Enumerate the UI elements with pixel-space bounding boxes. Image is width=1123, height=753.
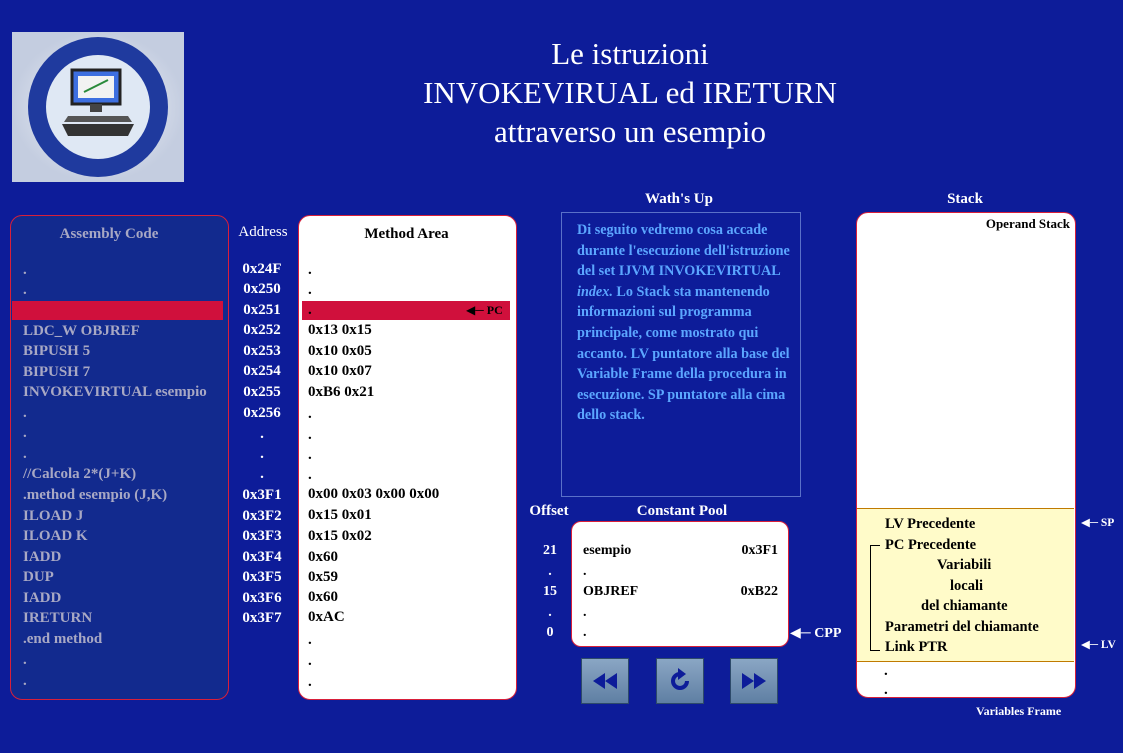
asm-line: ILOAD K bbox=[23, 528, 88, 544]
left-arrow-icon: ◀─ bbox=[466, 303, 484, 317]
address-value: . bbox=[260, 446, 264, 462]
method-byte-row: . bbox=[308, 427, 312, 443]
asm-line: DUP bbox=[23, 569, 54, 585]
asm-line: . bbox=[23, 262, 27, 278]
address-value: 0x3F4 bbox=[242, 549, 282, 565]
whats-up-text bbox=[577, 220, 793, 426]
whats-up-text-part-2: Lo Stack sta mantenendo informazioni sul programma principale, come mostrato qui accanto. LV puntatore alla base del Variable Frame della procedura in esecuzione. SP puntatore alla cima dello stack. bbox=[577, 283, 790, 424]
whats-up-heading: Wath's Up bbox=[645, 191, 713, 207]
address-value: . bbox=[260, 466, 264, 482]
variables-frame-label: Variables Frame bbox=[976, 704, 1062, 718]
asm-line: IADD bbox=[23, 549, 62, 565]
asm-line: . bbox=[23, 303, 27, 319]
method-byte-row: 0x60 bbox=[308, 549, 338, 565]
rewind-button[interactable] bbox=[581, 658, 629, 704]
constant-name: . bbox=[583, 625, 587, 640]
asm-line: ILOAD J bbox=[23, 508, 84, 524]
frame-entry: Parametri del chiamante bbox=[885, 619, 1039, 635]
method-byte-row: . bbox=[308, 262, 312, 278]
constant-name: . bbox=[583, 564, 587, 579]
method-byte-row: . bbox=[308, 674, 312, 690]
frame-entry: Link PTR bbox=[885, 639, 948, 655]
method-byte-row: 0x15 0x02 bbox=[308, 528, 372, 544]
method-area-heading: Method Area bbox=[364, 226, 449, 242]
cpp-label: CPP bbox=[814, 626, 842, 641]
address-value: 0x3F3 bbox=[242, 528, 282, 544]
left-arrow-icon: ◀─ bbox=[1081, 639, 1098, 651]
asm-line: BIPUSH 5 bbox=[23, 343, 91, 359]
asm-line: . bbox=[23, 673, 27, 689]
method-byte-row: . bbox=[308, 302, 312, 318]
stack-entry: . bbox=[884, 663, 888, 679]
constant-name: esempio bbox=[583, 543, 632, 558]
offset-value: 21 bbox=[543, 543, 557, 558]
rewind-icon bbox=[590, 670, 620, 692]
left-arrow-icon: ◀─ bbox=[790, 626, 811, 641]
asm-line: .method esempio (J,K) bbox=[23, 487, 168, 503]
pc-label: PC bbox=[486, 303, 503, 317]
fast-forward-icon bbox=[739, 670, 769, 692]
replay-button[interactable] bbox=[656, 658, 704, 704]
method-byte-row: . bbox=[308, 447, 312, 463]
title-line-3: attraverso un esempio bbox=[493, 114, 767, 149]
asm-line: .end method bbox=[23, 631, 103, 647]
lv-pointer bbox=[1081, 637, 1116, 651]
address-value: 0x255 bbox=[243, 384, 281, 400]
method-byte-row: 0x13 0x15 bbox=[308, 322, 372, 338]
address-value: . bbox=[260, 426, 264, 442]
cpp-pointer bbox=[790, 625, 841, 642]
asm-line: IRETURN bbox=[23, 610, 93, 626]
offset-value: . bbox=[548, 605, 552, 620]
whats-up-text-italic: index. bbox=[577, 283, 613, 300]
method-byte-row: 0xAC bbox=[308, 609, 345, 625]
title-line-2: INVOKEVIRUAL ed IRETURN bbox=[423, 75, 837, 110]
constant-name: . bbox=[583, 605, 587, 620]
address-value: 0x3F6 bbox=[242, 590, 282, 606]
title-line-1: Le istruzioni bbox=[551, 36, 709, 71]
asm-line: . bbox=[23, 446, 27, 462]
address-value: 0x253 bbox=[243, 343, 281, 359]
address-value: 0x3F1 bbox=[242, 487, 282, 503]
offset-value: . bbox=[548, 564, 552, 579]
lv-label: LV bbox=[1100, 639, 1116, 651]
address-value: 0x24F bbox=[242, 261, 282, 277]
asm-line: BIPUSH 7 bbox=[23, 364, 91, 380]
method-byte-row: . bbox=[308, 653, 312, 669]
method-byte-row: 0xB6 0x21 bbox=[308, 384, 375, 400]
frame-bracket bbox=[870, 545, 880, 651]
frame-entry: PC Precedente bbox=[885, 537, 977, 553]
asm-line: . bbox=[23, 405, 27, 421]
stack-entry: . bbox=[884, 682, 888, 698]
address-value: 0x252 bbox=[243, 322, 281, 338]
frame-entry: locali bbox=[950, 578, 984, 594]
frame-entry: Variabili bbox=[937, 557, 992, 573]
asm-line: //Calcola 2*(J+K) bbox=[23, 466, 137, 482]
address-value: 0x250 bbox=[243, 281, 281, 297]
method-byte-row: 0x60 bbox=[308, 589, 338, 605]
frame-entry: LV Precedente bbox=[885, 516, 976, 532]
whats-up-text-part-1: Di seguito vedremo cosa accade durante l'esecuzione dell'istruzione del set IJVM INVOKEVIRTUAL bbox=[577, 222, 790, 280]
constant-name: OBJREF bbox=[583, 584, 639, 599]
method-byte-row: 0x00 0x03 0x00 0x00 bbox=[308, 486, 440, 502]
address-value: 0x3F5 bbox=[242, 569, 282, 585]
offset-heading: Offset bbox=[529, 503, 569, 519]
asm-line: INVOKEVIRTUAL esempio bbox=[23, 384, 207, 400]
method-byte-row: 0x15 0x01 bbox=[308, 507, 372, 523]
replay-icon bbox=[665, 666, 695, 696]
method-byte-row: 0x10 0x05 bbox=[308, 343, 372, 359]
constant-pool-heading: Constant Pool bbox=[636, 503, 728, 519]
asm-line: LDC_W OBJREF bbox=[23, 323, 140, 339]
method-byte-row: . bbox=[308, 282, 312, 298]
sp-label: SP bbox=[1100, 517, 1115, 529]
method-byte-row: . bbox=[308, 406, 312, 422]
method-area-panel bbox=[298, 215, 517, 700]
address-heading: Address bbox=[238, 224, 288, 240]
slide-title bbox=[300, 34, 960, 151]
asm-line: . bbox=[23, 282, 27, 298]
asm-line: . bbox=[23, 425, 27, 441]
operand-stack-heading: Operand Stack bbox=[985, 216, 1070, 231]
left-arrow-icon: ◀─ bbox=[1081, 517, 1098, 529]
assembly-code-heading: Assembly Code bbox=[59, 226, 159, 242]
sp-pointer bbox=[1081, 515, 1114, 529]
asm-line: IADD bbox=[23, 590, 62, 606]
constant-value: 0x3F1 bbox=[741, 543, 778, 558]
address-value: 0x256 bbox=[243, 405, 281, 421]
asm-line: . bbox=[23, 652, 27, 668]
method-byte-row: 0x10 0x07 bbox=[308, 363, 372, 379]
offset-value: 0 bbox=[546, 625, 554, 640]
address-value: 0x254 bbox=[243, 363, 281, 379]
pc-pointer bbox=[466, 303, 503, 318]
method-byte-row: . bbox=[308, 632, 312, 648]
current-line-highlight bbox=[12, 301, 223, 320]
constant-value: 0xB22 bbox=[740, 584, 778, 599]
address-value: 0x3F2 bbox=[242, 508, 282, 524]
fast-forward-button[interactable] bbox=[730, 658, 778, 704]
frame-entry: del chiamante bbox=[921, 598, 1008, 614]
address-value: 0x251 bbox=[243, 302, 281, 318]
stack-heading: Stack bbox=[947, 191, 983, 207]
address-value: 0x3F7 bbox=[242, 610, 282, 626]
university-logo bbox=[12, 32, 184, 182]
method-byte-row: 0x59 bbox=[308, 569, 338, 585]
offset-value: 15 bbox=[543, 584, 557, 599]
method-byte-row: . bbox=[308, 467, 312, 483]
